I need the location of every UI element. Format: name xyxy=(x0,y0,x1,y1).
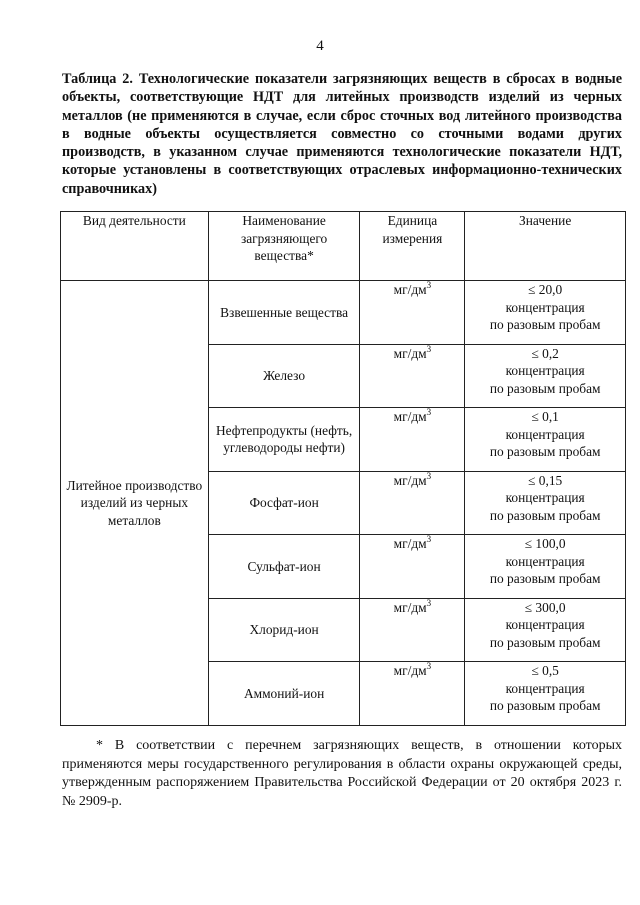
value-number: ≤ 0,2 xyxy=(531,345,559,361)
value-note: по разовым пробам xyxy=(489,571,601,586)
value-note: концентрация xyxy=(505,553,585,569)
unit-text: мг/дм xyxy=(393,282,427,297)
substance-cell: Аммоний-ион xyxy=(208,662,360,726)
unit-superscript: 3 xyxy=(426,597,432,608)
unit-cell xyxy=(360,281,465,345)
value-note: концентрация xyxy=(505,680,585,696)
value-note: по разовым пробам xyxy=(489,698,601,713)
unit-text: мг/дм xyxy=(393,663,427,678)
table-row xyxy=(61,281,626,345)
value-cell xyxy=(465,598,626,662)
value-note: по разовым пробам xyxy=(489,507,601,523)
page-number: 4 xyxy=(316,38,324,54)
table-header-row xyxy=(61,212,626,281)
unit-cell xyxy=(360,408,465,472)
value-note: по разовым пробам xyxy=(489,380,601,396)
value-cell xyxy=(465,344,626,408)
value-note: концентрация xyxy=(505,299,585,315)
unit-cell xyxy=(360,344,465,408)
value-note: по разовым пробам xyxy=(489,317,601,332)
substance-cell: Фосфат-ион xyxy=(208,471,360,535)
header-activity: Вид деятельности xyxy=(61,212,209,281)
footnote: * В соответствии с перечнем загрязняющих веществ, в отношении которых применяются меры государственного регулирования в области охраны окружающей среды, утвержденным распоряжением Правительства Российской Федерации от 20 октября 2023 г. № 2909-р. xyxy=(62,738,622,809)
value-number: ≤ 300,0 xyxy=(524,599,566,615)
unit-text: мг/дм xyxy=(393,409,427,424)
unit-superscript: 3 xyxy=(426,661,432,671)
table-caption xyxy=(62,70,622,198)
unit-superscript: 3 xyxy=(426,470,432,481)
table-body xyxy=(61,281,626,726)
value-number: ≤ 0,5 xyxy=(531,663,559,678)
value-number: ≤ 20,0 xyxy=(528,282,563,297)
unit-text: мг/дм xyxy=(393,345,427,361)
value-note: концентрация xyxy=(505,363,585,378)
header-unit: Единица измерения xyxy=(360,212,465,281)
unit-cell xyxy=(360,471,465,535)
unit-cell xyxy=(360,662,465,726)
substance-cell: Взвешенные вещества xyxy=(208,281,360,345)
value-number: ≤ 0,15 xyxy=(528,472,563,488)
substance-cell: Нефтепродукты (нефть, углеводороды нефти) xyxy=(208,408,360,472)
value-note: по разовым пробам xyxy=(489,444,601,459)
data-table xyxy=(60,211,626,726)
unit-cell xyxy=(360,598,465,662)
substance-cell: Железо xyxy=(208,344,360,408)
value-cell xyxy=(465,662,626,726)
unit-text: мг/дм xyxy=(393,536,427,551)
value-note: концентрация xyxy=(505,490,585,505)
unit-text: мг/дм xyxy=(393,599,427,615)
value-note: концентрация xyxy=(505,617,585,632)
value-cell xyxy=(465,535,626,599)
unit-superscript: 3 xyxy=(426,343,432,354)
header-substance: Наименование загрязняющего вещества* xyxy=(208,212,360,281)
activity-cell: Литейное производство изделий из черных металлов xyxy=(61,281,209,726)
unit-superscript: 3 xyxy=(426,280,432,290)
unit-cell xyxy=(360,535,465,599)
value-cell xyxy=(465,408,626,472)
value-cell xyxy=(465,281,626,345)
value-cell xyxy=(465,471,626,535)
unit-superscript: 3 xyxy=(426,534,432,544)
unit-superscript: 3 xyxy=(426,407,432,417)
unit-text: мг/дм xyxy=(393,472,427,488)
substance-cell: Сульфат-ион xyxy=(208,535,360,599)
value-note: концентрация xyxy=(505,426,585,442)
value-number: ≤ 100,0 xyxy=(524,536,566,551)
caption-text: Таблица 2. Технологические показатели загрязняющих веществ в сбросах в водные объекты, соответствующие НДТ для литейных производств изделий из черных металлов (не применяются в случае, если сброс сточных вод литейного производства в водные объекты осуществляется совместно со сточными водами других производств, в указанном случае применяются технологические показатели НДТ, которые установлены в соответствующих отраслевых информационно-технических справочниках) xyxy=(62,71,622,197)
value-note: по разовым пробам xyxy=(489,634,601,650)
header-value: Значение xyxy=(465,212,626,281)
value-number: ≤ 0,1 xyxy=(531,409,559,424)
substance-cell: Хлорид-ион xyxy=(208,598,360,662)
